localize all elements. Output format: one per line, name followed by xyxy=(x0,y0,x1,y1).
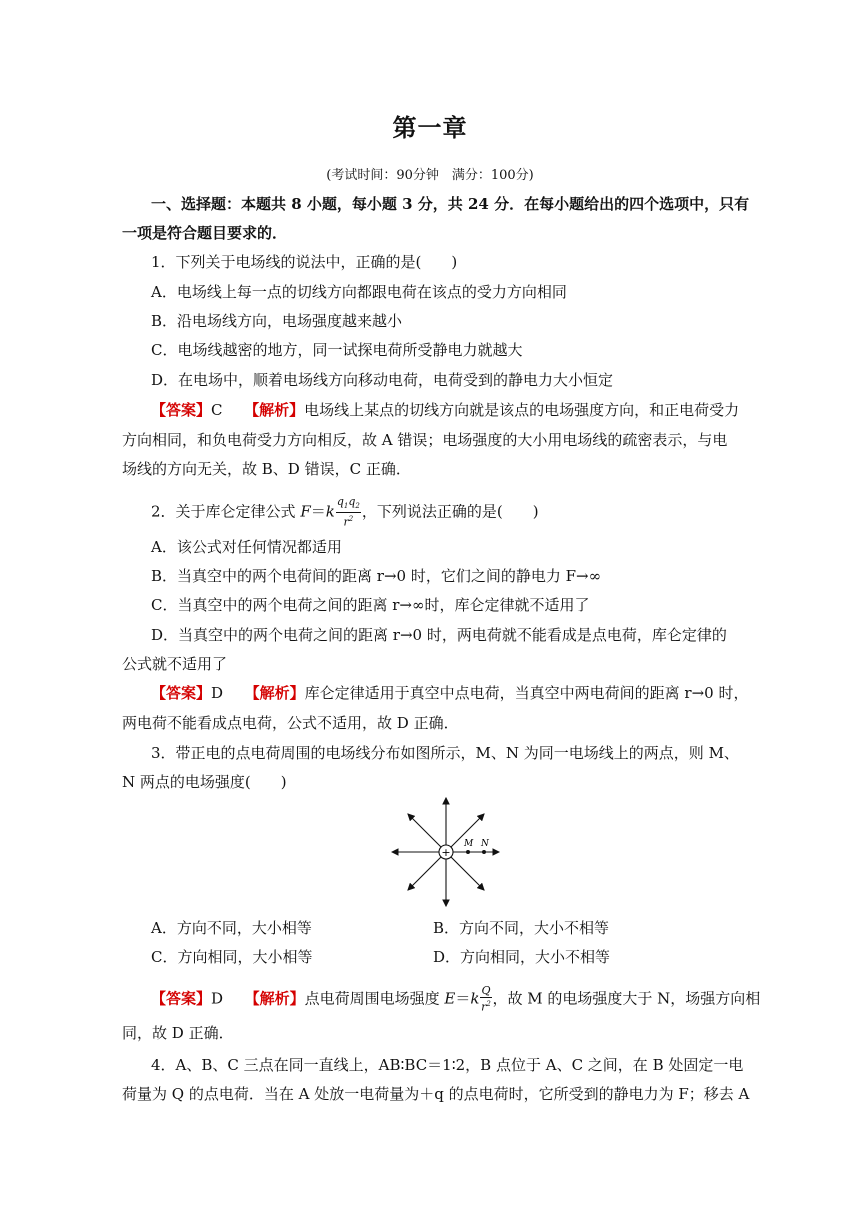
formula-eq: ＝ xyxy=(310,502,326,521)
answer-value: D xyxy=(211,989,224,1008)
label-m: M xyxy=(464,839,474,849)
point-m xyxy=(466,850,470,854)
electric-field-figure xyxy=(388,794,504,910)
formula-k: k xyxy=(325,502,335,521)
q4-line1: 4．A、B、C 三点在同一直线上，AB∶BC＝1∶2，B 点位于 A、C 之间，在 B 处固定一电 xyxy=(151,1056,744,1074)
q2-analysis-line2: 两电荷不能看成点电荷，公式不适用，故 D 正确． xyxy=(122,714,459,732)
q3-stem-line1: 3．带正电的点电荷周围的电场线分布如图所示，M、N 为同一电场线上的两点，则 M、 xyxy=(151,744,739,762)
q1-option-c: C．电场线越密的地方，同一试探电荷所受静电力就越大 xyxy=(151,341,523,359)
fraction-numerator: $q_1q_2$ xyxy=(336,496,361,513)
q3-answer-line xyxy=(151,985,760,1014)
formula-k: k xyxy=(470,989,480,1008)
q1-option-d: D．在电场中，顺着电场线方向移动电荷，电荷受到的静电力大小恒定 xyxy=(151,371,614,389)
answer-tag: 【答案】 xyxy=(151,684,212,702)
analysis-text: 电场线上某点的切线方向就是该点的电场强度方向，和正电荷受力 xyxy=(304,401,740,419)
q1-option-b: B．沿电场线方向，电场强度越来越小 xyxy=(151,312,403,330)
q2-stem-pre: 2．关于库仑定律公式 xyxy=(151,502,301,521)
answer-value: D xyxy=(211,684,224,702)
section-heading-line1: 一、选择题：本题共 8 小题，每小题 3 分，共 24 分．在每小题给出的四个选项中，只有 xyxy=(151,195,750,213)
analysis-tag: 【解析】 xyxy=(244,684,305,702)
field-fraction xyxy=(480,985,491,1014)
coulomb-fraction xyxy=(336,496,361,529)
answer-value: C xyxy=(211,401,223,419)
answer-tag: 【答案】 xyxy=(151,401,212,419)
formula-eq: ＝ xyxy=(455,989,471,1008)
exam-info: (考试时间：90分钟 满分：100分) xyxy=(326,168,534,183)
q1-stem: 1．下列关于电场线的说法中，正确的是( ) xyxy=(151,253,458,271)
q2-option-b: B．当真空中的两个电荷间的距离 r→0 时，它们之间的静电力 F→∞ xyxy=(151,567,602,585)
q2-answer-line xyxy=(151,683,748,703)
analysis-text-post: ，故 M 的电场强度大于 N，场强方向相 xyxy=(492,989,761,1008)
fraction-numerator: Q xyxy=(481,984,491,997)
q3-option-a: A．方向不同，大小相等 xyxy=(151,919,312,937)
q2-stem-post: ，下列说法正确的是( ) xyxy=(361,502,539,521)
q2-option-a: A．该公式对任何情况都适用 xyxy=(151,538,342,556)
q2-option-d-line1: D．当真空中的两个电荷之间的距离 r→0 时，两电荷就不能看成是点电荷，库仑定律的 xyxy=(151,626,727,644)
q2-option-c: C．当真空中的两个电荷之间的距离 r→∞时，库仑定律就不适用了 xyxy=(151,596,590,614)
q3-option-d: D．方向相同，大小不相等 xyxy=(433,948,611,966)
formula-F: F xyxy=(300,502,311,521)
fraction-denominator: $r^2$ xyxy=(481,1000,491,1014)
q1-analysis-line3: 场线的方向无关，故 B、D 错误，C 正确． xyxy=(122,460,411,478)
q3-option-b: B．方向不同，大小不相等 xyxy=(433,919,610,937)
answer-tag: 【答案】 xyxy=(151,989,212,1008)
point-n xyxy=(482,850,486,854)
fraction-denominator: $r^2$ xyxy=(343,515,354,529)
analysis-text: 库仑定律适用于真空中点电荷，当真空中两电荷间的距离 r→0 时， xyxy=(304,684,749,702)
section-heading-line2: 一项是符合题目要求的． xyxy=(122,224,288,242)
q1-answer-line xyxy=(151,400,739,420)
q2-option-d-line2: 公式就不适用了 xyxy=(122,655,228,673)
q1-option-a: A．电场线上每一点的切线方向都跟电荷在该点的受力方向相同 xyxy=(151,283,567,301)
analysis-text: 点电荷周围电场强度 xyxy=(304,989,445,1008)
q3-stem-line2: N 两点的电场强度( ) xyxy=(122,773,287,791)
q3-analysis-line2: 同，故 D 正确． xyxy=(122,1024,234,1042)
charge-sign: + xyxy=(441,846,451,859)
chapter-title: 第一章 xyxy=(392,114,468,142)
q3-option-c: C．方向相同，大小相等 xyxy=(151,948,313,966)
formula-E: E xyxy=(444,989,456,1008)
label-n: N xyxy=(481,839,489,849)
q1-analysis-line2: 方向相同，和负电荷受力方向相反，故 A 错误；电场强度的大小用电场线的疏密表示，与电 xyxy=(122,431,728,449)
analysis-tag: 【解析】 xyxy=(244,989,305,1008)
analysis-tag: 【解析】 xyxy=(244,401,305,419)
q2-stem xyxy=(151,496,539,529)
q4-line2: 荷量为 Q 的点电荷．当在 A 处放一电荷量为＋q 的点电荷时，它所受到的静电力为 F；移去 A xyxy=(122,1085,750,1103)
